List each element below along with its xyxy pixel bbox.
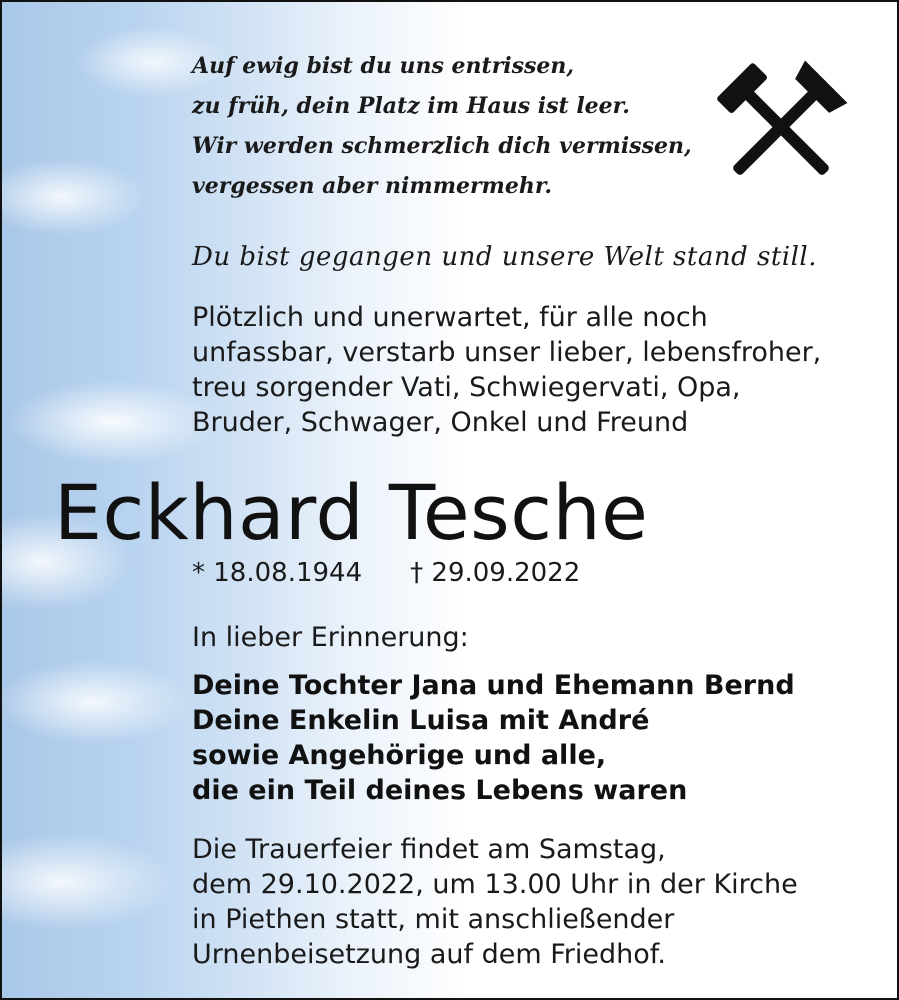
verse-line: vergessen aber nimmermehr. <box>192 173 553 199</box>
family-line: Deine Tochter Jana und Ehemann Bernd <box>192 670 795 701</box>
intro-line: Bruder, Schwager, Onkel und Freund <box>192 407 689 438</box>
family-signatures <box>192 668 795 808</box>
verse-line: Auf ewig bist du uns entrissen, <box>192 53 575 79</box>
funeral-line: dem 29.10.2022, um 13.00 Uhr in der Kirche <box>192 869 798 900</box>
family-line: sowie Angehörige und alle, <box>192 740 607 771</box>
family-line: Deine Enkelin Luisa mit André <box>192 705 650 736</box>
intro-line: unfassbar, verstarb unser lieber, lebensfroher, <box>192 337 822 368</box>
intro-text <box>192 300 821 440</box>
family-line: die ein Teil deines Lebens waren <box>192 775 688 806</box>
death-date: † 29.09.2022 <box>410 558 581 588</box>
verse-line: Wir werden schmerzlich dich vermissen, <box>192 133 692 159</box>
verse-line: zu früh, dein Platz im Haus ist leer. <box>192 93 630 119</box>
funeral-line: Die Trauerfeier findet am Samstag, <box>192 834 666 865</box>
intro-line: Plötzlich und unerwartet, für alle noch <box>192 302 708 333</box>
memory-label: In lieber Erinnerung: <box>192 622 469 653</box>
script-quote: Du bist gegangen und unsere Welt stand still. <box>192 242 817 272</box>
funeral-line: Urnenbeisetzung auf dem Friedhof. <box>192 939 666 970</box>
deceased-name: Eckhard Tesche <box>54 468 649 557</box>
funeral-details <box>192 832 798 972</box>
life-dates <box>192 558 580 588</box>
intro-line: treu sorgender Vati, Schwiegervati, Opa, <box>192 372 741 403</box>
memorial-verse <box>192 46 692 206</box>
crossed-hammers-icon <box>705 57 857 189</box>
birth-date: * 18.08.1944 <box>192 558 363 588</box>
funeral-line: in Piethen statt, mit anschließender <box>192 904 675 935</box>
